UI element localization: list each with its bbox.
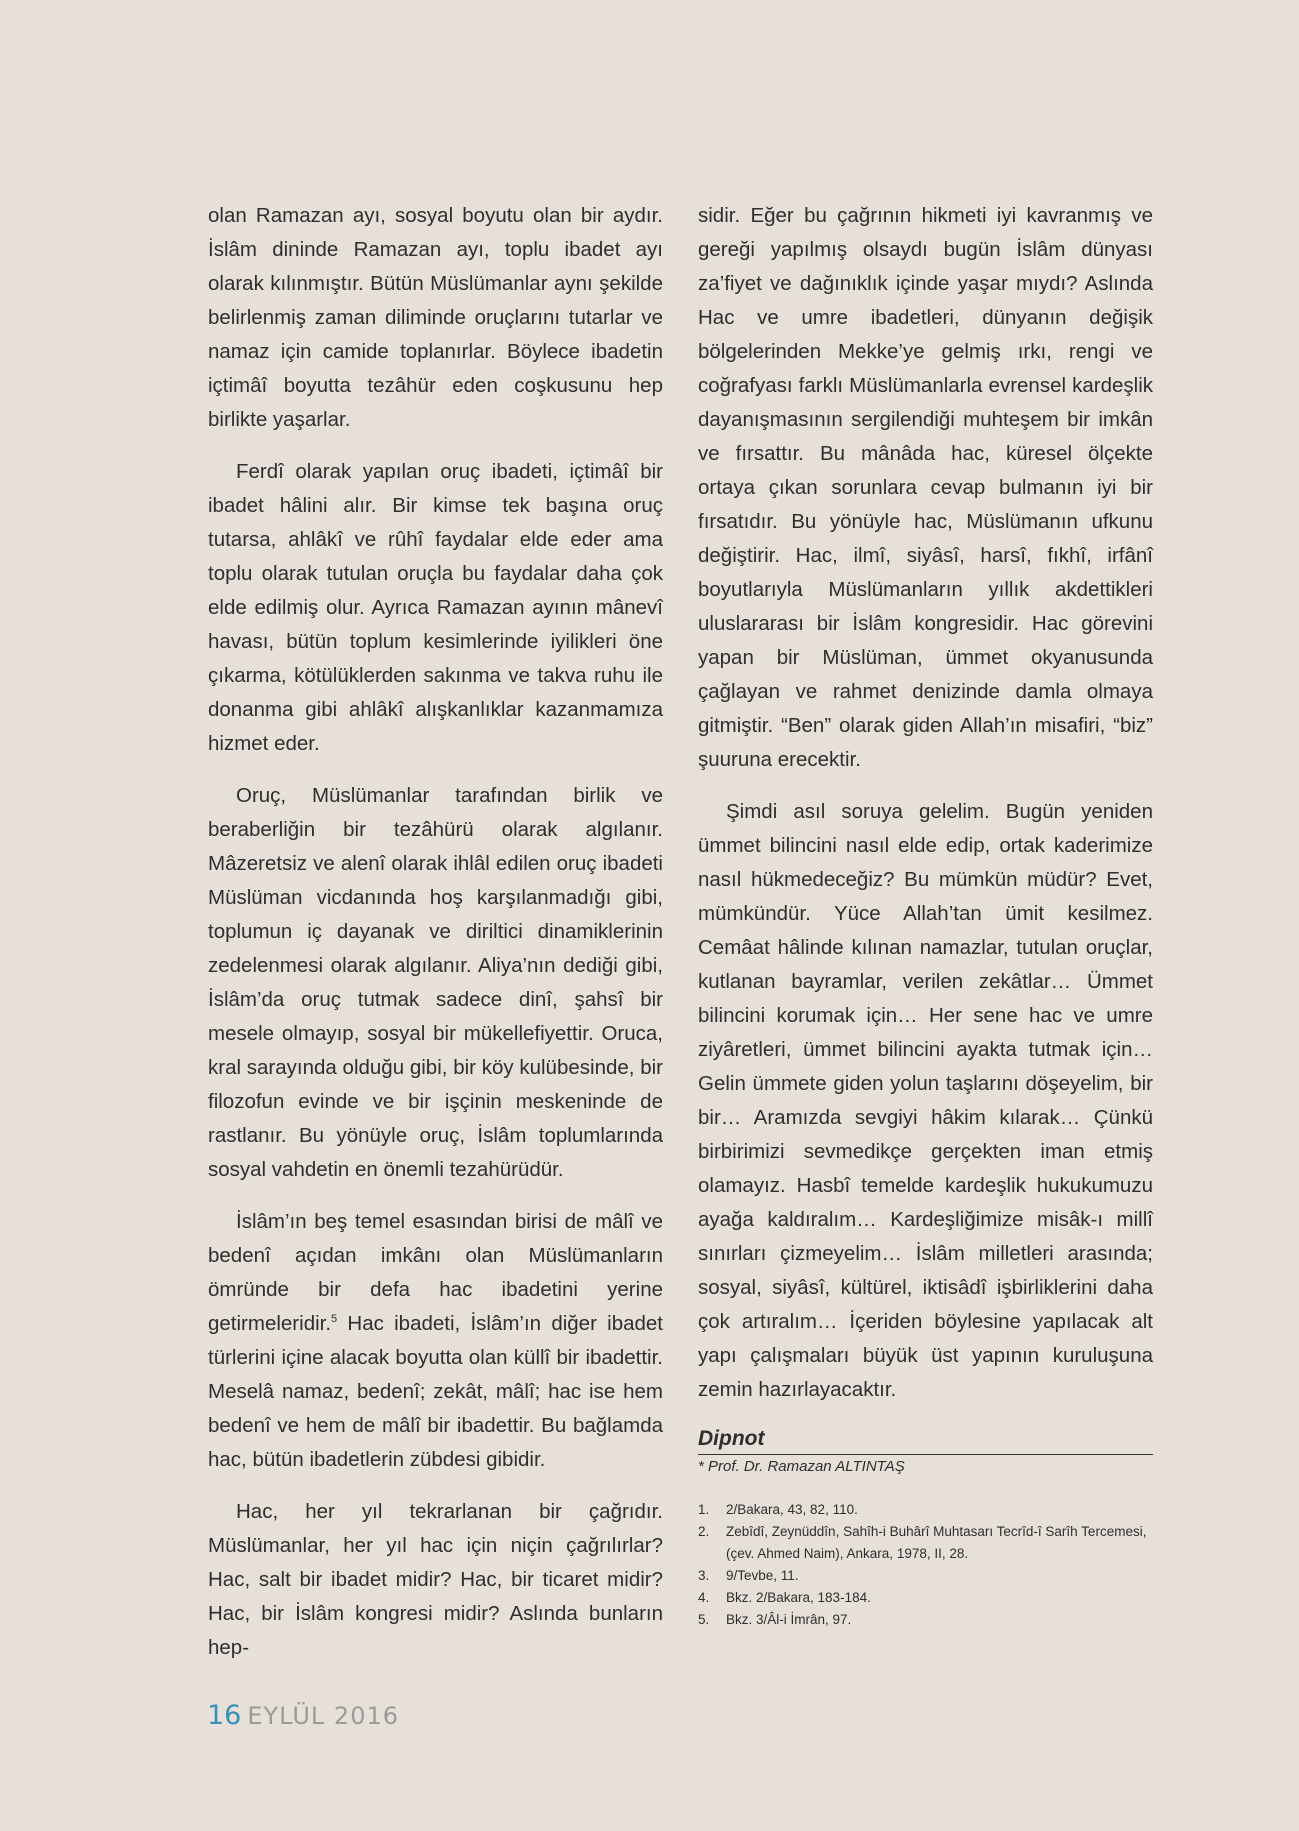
issue-date: EYLÜL 2016 <box>247 1702 400 1730</box>
paragraph: sidir. Eğer bu çağrının hikmeti iyi kavranmış ve gereği yapılmış olsaydı bugün İslâm dünyası za’fiyet ve dağınıklık içinde yaşar mıydı? Aslında Hac ve umre ibadetleri, dünyanın değişik bölgelerinden Mekke’ye gelmiş ırkı, rengi ve coğrafyası farklı Müslümanlarla evrensel kardeşlik dayanışmasının sergilendiği muhteşem bir imkân ve fırsattır. Bu mânâda hac, küresel ölçekte ortaya çıkan sorunlara cevap bulmanın iyi bir fırsatıdır. Bu yönüyle hac, Müslümanın ufkunu değiştirir. Hac, ilmî, siyâsî, harsî, fıkhî, irfânî boyutlarıyla Müslümanların yıllık akdettikleri uluslararası bir İslâm kongresidir. Hac görevini yapan bir Müslüman, ümmet okyanusunda çağlayan ve rahmet denizinde damla olmaya gitmiştir. “Ben” olarak giden Allah’ın misafiri, “biz” şuuruna erecektir. <box>698 204 1153 771</box>
footnote-item: 5. Bkz. 3/Âl-i İmrân, 97. <box>698 1612 852 1627</box>
paragraph <box>208 1205 663 1477</box>
paragraph: olan Ramazan ayı, sosyal boyutu olan bir aydır. İslâm dininde Ramazan ayı, toplu ibadet ayı olarak kılınmıştır. Bütün Müslümanlar aynı şekilde belirlenmiş zaman diliminde oruçlarını tutarlar ve namaz için camide toplanırlar. Böylece ibadetin içtimâî boyutta tezâhür eden coşkusunu hep birlikte yaşarlar. <box>208 204 663 431</box>
footnotes-list <box>698 1499 1153 1631</box>
paragraph: Oruç, Müslümanlar tarafından birlik ve beraberliğin bir tezâhürü olarak algılanır. Mâzeretsiz ve alenî olarak ihlâl edilen oruç ibadeti Müslüman vicdanında hoş karşılanmadığı gibi, toplumun iç dayanak ve diriltici dinamiklerinin zedelenmesi olarak algılanır. Aliya’nın dediği gibi, İslâm’da oruç tutmak sadece dinî, şahsî bir mesele olmayıp, sosyal bir mükellefiyettir. Oruca, kral sarayında olduğu gibi, bir köy kulübesinde, bir filozofun evinde ve bir işçinin meskeninde de rastlanır. Bu yönüyle oruç, İslâm toplumlarında sosyal vahdetin en önemli tezahürüdür. <box>208 784 663 1181</box>
left-column <box>208 199 663 1683</box>
paragraph-text: Hac ibadeti, İslâm’ın diğer ibadet türlerini içine alacak boyutta olan küllî bir ibadettir. Meselâ namaz, bedenî; zekât, mâlî; hac ise hem bedenî ve hem de mâlî bir ibadettir. Bu bağlamda hac, bütün ibadetlerin zübdesi gibidir. <box>208 1312 663 1471</box>
paragraph: Hac, her yıl tekrarlanan bir çağrıdır. Müslümanlar, her yıl hac için niçin çağrılırlar? Hac, salt bir ibadet midir? Hac, bir ticaret midir? Hac, bir İslâm kongresi midir? Aslında bunların hep- <box>208 1500 663 1659</box>
footnotes-heading: Dipnot <box>698 1425 1153 1455</box>
page-footer <box>207 1700 399 1731</box>
footnote-item: 2. Zebîdî, Zeynüddîn, Sahîh-i Buhârî Muhtasarı Tecrîd-î Sarîh Tercemesi, (çev. Ahmed Naim), Ankara, 1978, II, 28. <box>698 1524 1147 1561</box>
page-number: 16 <box>207 1700 242 1731</box>
author-note: * Prof. Dr. Ramazan ALTINTAŞ <box>698 1458 905 1475</box>
paragraph: Şimdi asıl soruya gelelim. Bugün yeniden ümmet bilincini nasıl elde edip, ortak kaderimize nasıl hükmedeceğiz? Bu mümkün müdür? Evet, mümkündür. Yüce Allah’tan ümit kesilmez. Cemâat hâlinde kılınan namazlar, tutulan oruçlar, kutlanan bayramlar, verilen zekâtlar… Ümmet bilincini korumak için… Her sene hac ve umre ziyâretleri, ümmet bilincini ayakta tutmak için… Gelin ümmete giden yolun taşlarını döşeyelim, bir bir… Aramızda sevgiyi hâkim kılarak… Çünkü birbirimizi sevmedikçe gerçekten iman etmiş olamayız. Hasbî temelde kardeşlik hukukumuzu ayağa kaldıralım… Kardeşliğimize misâk-ı millî sınırları çizmeyelim… İslâm milletleri arasında; sosyal, siyâsî, kültürel, iktisâdî işbirliklerini daha çok artıralım… İçeriden böylesine yapılacak alt yapı çalışmaları büyük üst yapının kuruluşuna zemin hazırlayacaktır. <box>698 800 1153 1401</box>
footnote-item: 4. Bkz. 2/Bakara, 183-184. <box>698 1590 871 1605</box>
footnote-reference: 5 <box>331 1313 338 1326</box>
paragraph-text: İslâm’ın beş temel esasından birisi de mâlî ve bedenî açıdan imkânı olan Müslümanların ömründe bir defa hac ibadetini yerine getirmeleridir. <box>208 1210 663 1335</box>
paragraph: Ferdî olarak yapılan oruç ibadeti, içtimâî bir ibadet hâlini alır. Bir kimse tek başına oruç tutarsa, ahlâkî ve rûhî faydalar elde eder ama toplu olarak tutulan oruçla bu faydalar daha çok elde edilmiş olur. Ayrıca Ramazan ayının mânevî havası, bütün toplum kesimlerinde iyilikleri öne çıkarma, kötülüklerden sakınma ve takva ruhu ile donanma gibi ahlâkî alışkanlıklar kazanmamıza hizmet eder. <box>208 460 663 755</box>
footnote-item: 1. 2/Bakara, 43, 82, 110. <box>698 1502 858 1517</box>
right-column <box>698 199 1153 1631</box>
footnote-item: 3. 9/Tevbe, 11. <box>698 1568 799 1583</box>
